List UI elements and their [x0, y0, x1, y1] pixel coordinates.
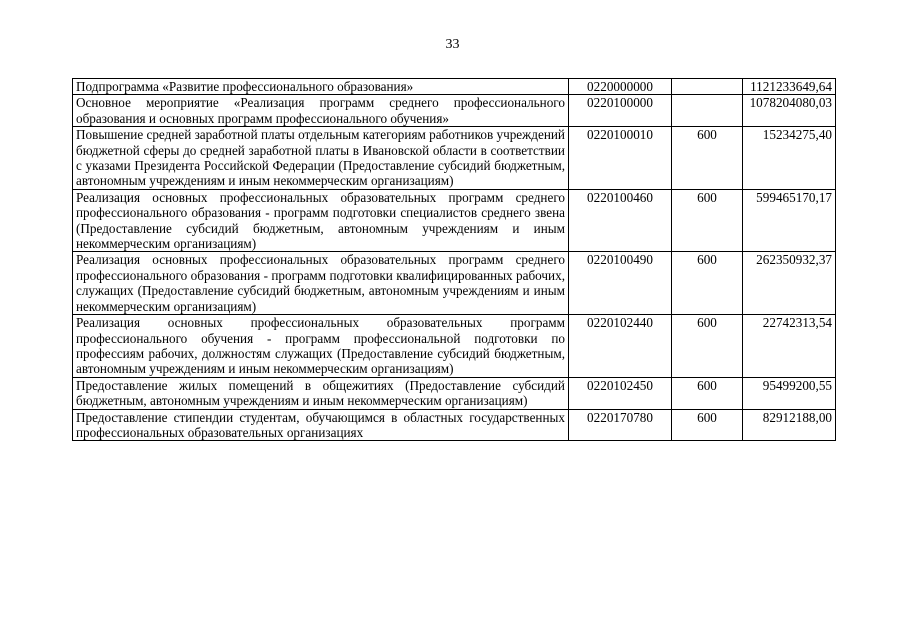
row-code: 0220100460	[569, 189, 672, 252]
row-sum: 1121233649,64	[743, 79, 836, 95]
row-sum: 82912188,00	[743, 409, 836, 440]
row-name-text: Предоставление стипендии студентам, обучающимся в областных государственных профессиональных образовательных организациях	[76, 409, 565, 440]
row-name: Предоставление жилых помещений в общежитиях (Предоставление субсидий бюджетным, автономным учреждениям и иным некоммерческим организациям)	[73, 377, 569, 409]
row-name: Подпрограмма «Развитие профессионального образования»	[73, 79, 569, 95]
table-row	[73, 377, 836, 409]
row-name	[73, 409, 569, 440]
row-type: 600	[672, 252, 743, 315]
table-row	[73, 409, 836, 440]
row-type: 600	[672, 127, 743, 190]
row-type	[672, 95, 743, 127]
row-type	[672, 79, 743, 95]
table-row	[73, 315, 836, 378]
row-name: Основное мероприятие «Реализация программ среднего профессионального образования и основных программ профессионального обучения»	[73, 95, 569, 127]
row-type: 600	[672, 409, 743, 440]
row-type: 600	[672, 315, 743, 378]
row-sum: 22742313,54	[743, 315, 836, 378]
row-code: 0220000000	[569, 79, 672, 95]
row-code: 0220100010	[569, 127, 672, 190]
table-row	[73, 252, 836, 315]
row-type: 600	[672, 189, 743, 252]
row-sum: 15234275,40	[743, 127, 836, 190]
table-row	[73, 189, 836, 252]
table-row	[73, 127, 836, 190]
row-name: Реализация основных профессиональных образовательных программ профессионального обучения - программ профессиональной подготовки по профессиям рабочих, должностям служащих (Предоставление субсидий бюджетным, автономным учреждениям и иным некоммерческим организациям)	[73, 315, 569, 378]
page-number: 33	[445, 37, 460, 52]
row-code: 0220100490	[569, 252, 672, 315]
row-sum: 95499200,55	[743, 377, 836, 409]
row-name: Повышение средней заработной платы отдельным категориям работников учреждений бюджетной сферы до средней заработной платы в Ивановской области в соответствии с указами Президента Российской Федерации (Предоставление субсидий бюджетным, автономным учреждениям и иным некоммерческим организациям)	[73, 127, 569, 190]
row-sum: 599465170,17	[743, 189, 836, 252]
row-sum: 262350932,37	[743, 252, 836, 315]
budget-table	[72, 78, 836, 441]
row-type: 600	[672, 377, 743, 409]
row-sum: 1078204080,03	[743, 95, 836, 127]
row-code: 0220102450	[569, 377, 672, 409]
row-code: 0220100000	[569, 95, 672, 127]
row-name: Реализация основных профессиональных образовательных программ среднего профессионального образования - программ подготовки специалистов среднего звена (Предоставление субсидий бюджетным, автономным учреждениям и иным некоммерческим организациям)	[73, 189, 569, 252]
row-code: 0220170780	[569, 409, 672, 440]
row-code: 0220102440	[569, 315, 672, 378]
table-row	[73, 95, 836, 127]
row-name: Реализация основных профессиональных образовательных программ среднего профессионального образования - программ подготовки квалифицированных рабочих, служащих (Предоставление субсидий бюджетным, автономным учреждениям и иным некоммерческим организациям)	[73, 252, 569, 315]
table-row	[73, 79, 836, 95]
